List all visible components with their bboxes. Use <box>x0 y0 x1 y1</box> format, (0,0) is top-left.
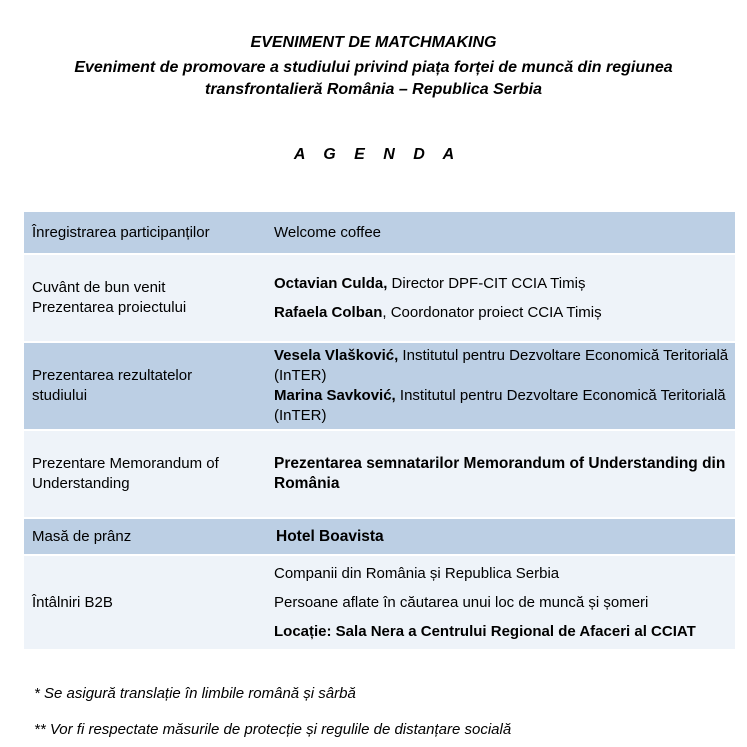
document-header <box>0 31 747 101</box>
table-row <box>24 519 735 554</box>
row-label: Prezentare Memorandum of Understanding <box>24 431 269 517</box>
speaker-role: Director DPF-CIT CCIA Timiș <box>387 274 586 292</box>
row-label: Prezentarea rezultatelor studiului <box>24 343 269 429</box>
b2b-line: Persoane aflate în căutarea unui loc de muncă și șomeri <box>274 593 649 611</box>
row-content <box>269 343 735 429</box>
agenda-heading: A G E N D A <box>293 146 462 163</box>
row-content <box>269 556 735 649</box>
table-row <box>24 255 735 341</box>
footnote: * Se asigură translație în limbile română și sârbă <box>34 685 356 702</box>
speaker-entry <box>274 303 735 323</box>
row-label <box>24 255 269 341</box>
speaker-role: , Coordonator proiect CCIA Timiș <box>382 303 602 321</box>
footnotes <box>34 684 511 740</box>
speaker-role: Institutul pentru Dezvoltare Economică Teritorială (InTER) <box>274 387 726 424</box>
table-row <box>24 556 735 649</box>
speaker-name: Marina Savković, <box>274 387 396 404</box>
table-row <box>24 343 735 429</box>
table-row <box>24 431 735 517</box>
speaker-name: Vesela Vlašković, <box>274 347 399 364</box>
row-content <box>269 255 735 341</box>
row-content: Welcome coffee <box>269 212 735 253</box>
speaker-name: Octavian Culda, <box>274 274 388 292</box>
speaker-name: Rafaela Colban <box>274 303 383 321</box>
event-subtitle: Eveniment de promovare a studiului privind piața forței de muncă din regiunea transfrontalieră România – Republica Serbia <box>74 59 673 98</box>
row-label: Masă de prânz <box>24 519 269 554</box>
speaker-entry <box>274 386 735 426</box>
b2b-line: Companii din România și Republica Serbia <box>274 564 560 582</box>
event-title: EVENIMENT DE MATCHMAKING <box>250 34 497 51</box>
footnote: ** Vor fi respectate măsurile de protecție și regulile de distanțare socială <box>34 721 512 738</box>
speaker-entry <box>274 274 735 294</box>
row-content: Hotel Boavista <box>269 519 735 554</box>
row-label-line: Prezentarea proiectului <box>32 299 187 316</box>
row-label-line: Cuvânt de bun venit <box>32 279 166 296</box>
agenda-table <box>24 212 735 649</box>
row-label: Întâlniri B2B <box>24 556 269 649</box>
row-label: Înregistrarea participanților <box>24 212 269 253</box>
speaker-entry <box>274 346 735 386</box>
row-content: Prezentarea semnatarilor Memorandum of Understanding din România <box>269 431 735 517</box>
b2b-location: Locație: Sala Nera a Centrului Regional de Afaceri al CCIAT <box>274 622 696 640</box>
speaker-role: Institutul pentru Dezvoltare Economică Teritorială (InTER) <box>274 347 729 384</box>
table-row <box>24 212 735 253</box>
